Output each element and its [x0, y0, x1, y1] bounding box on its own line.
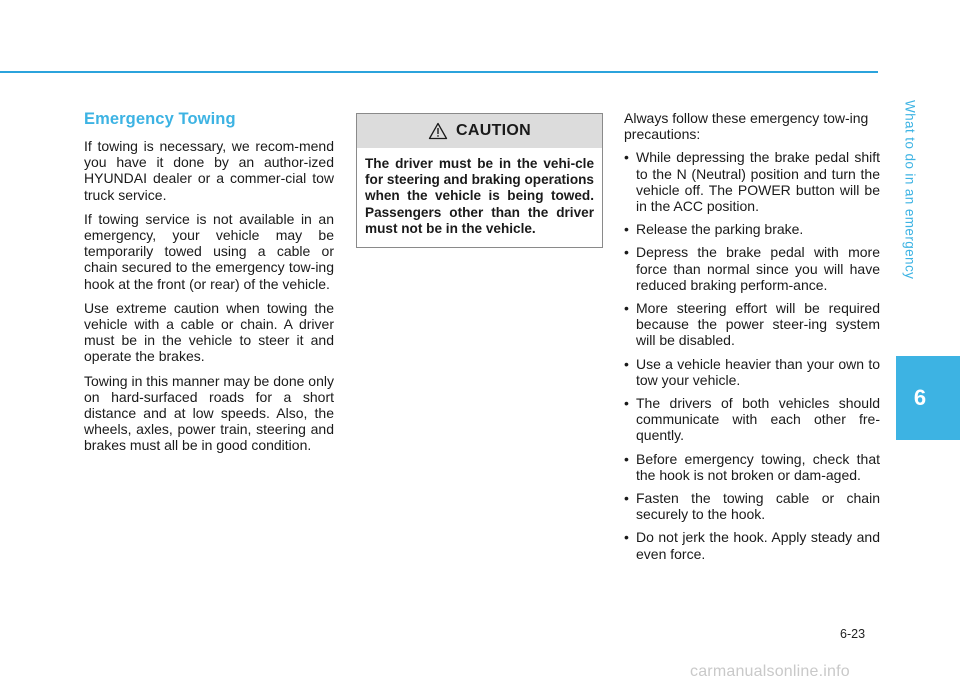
right-column: [624, 110, 880, 569]
list-item: [624, 529, 880, 561]
bullet-icon: •: [624, 395, 629, 412]
list-item-text: The drivers of both vehicles should communicate with each other fre-quently.: [636, 395, 880, 444]
bullet-icon: •: [624, 300, 629, 317]
precautions-list: [624, 149, 880, 561]
list-item-text: Do not jerk the hook. Apply steady and even force.: [636, 529, 880, 562]
list-item: [624, 395, 880, 444]
bullet-icon: •: [624, 149, 629, 166]
paragraph: If towing service is not available in an emergency, your vehicle may be temporarily towed using a cable or chain secured to the emergency tow-ing hook at the front (or rear) of the vehicle.: [84, 210, 334, 292]
list-item-text: Depress the brake pedal with more force than normal since you will have reduced braking perform-ance.: [636, 244, 880, 293]
list-item-text: Before emergency towing, check that the hook is not broken or dam-aged.: [636, 450, 880, 483]
caution-box: [356, 113, 603, 248]
chapter-side-label: [896, 31, 924, 349]
caution-title: CAUTION: [456, 122, 531, 139]
left-column: [84, 110, 334, 462]
bullet-icon: •: [624, 355, 629, 372]
header-rule: [0, 71, 878, 73]
list-item: [624, 244, 880, 293]
caution-text: The driver must be in the vehi-cle for steering and braking operations when the vehicle is being towed. Passengers other than the driver must not be in the vehicle.: [365, 156, 594, 236]
list-item: [624, 221, 880, 237]
chapter-tab: [896, 356, 960, 440]
precautions-intro: Always follow these emergency tow-ing precautions:: [624, 110, 869, 143]
list-item: [624, 490, 880, 522]
bullet-icon: •: [624, 450, 629, 467]
list-item: [624, 451, 880, 483]
paragraph: If towing is necessary, we recom-mend you have it done by an author-ized HYUNDAI dealer or a commer-cial tow truck service.: [84, 138, 334, 203]
list-item-text: While depressing the brake pedal shift to the N (Neutral) position and turn the vehicle off. The POWER button will be in the ACC position.: [636, 149, 880, 215]
list-item-text: More steering effort will be required because the power steer-ing system will be disabled.: [636, 300, 880, 349]
caution-header: [357, 114, 602, 148]
list-item-text: Fasten the towing cable or chain securely to the hook.: [636, 490, 880, 523]
list-item: [624, 300, 880, 349]
list-item-text: Release the parking brake.: [636, 221, 804, 238]
bullet-icon: •: [624, 529, 629, 546]
bullet-icon: •: [624, 490, 629, 507]
chapter-title: What to do in an emergency: [902, 100, 918, 280]
watermark: carmanualsonline.info: [690, 663, 850, 680]
bullet-icon: •: [624, 244, 629, 261]
list-item-text: Use a vehicle heavier than your own to tow your vehicle.: [636, 355, 880, 388]
paragraph: Towing in this manner may be done only on hard-surfaced roads for a short distance and at low speeds. Also, the wheels, axles, power train, steering and brakes must all be in good condition.: [84, 372, 334, 454]
section-heading: Emergency Towing: [84, 110, 236, 128]
bullet-icon: •: [624, 221, 629, 238]
list-item: [624, 356, 880, 388]
middle-column: [356, 113, 605, 248]
list-item: [624, 149, 880, 214]
paragraph: Use extreme caution when towing the vehicle with a cable or chain. A driver must be in the vehicle to steer it and operate the brakes.: [84, 299, 334, 365]
warning-triangle-icon: [428, 122, 448, 140]
chapter-number: 6: [913, 385, 927, 410]
page-number: 6-23: [840, 627, 866, 641]
